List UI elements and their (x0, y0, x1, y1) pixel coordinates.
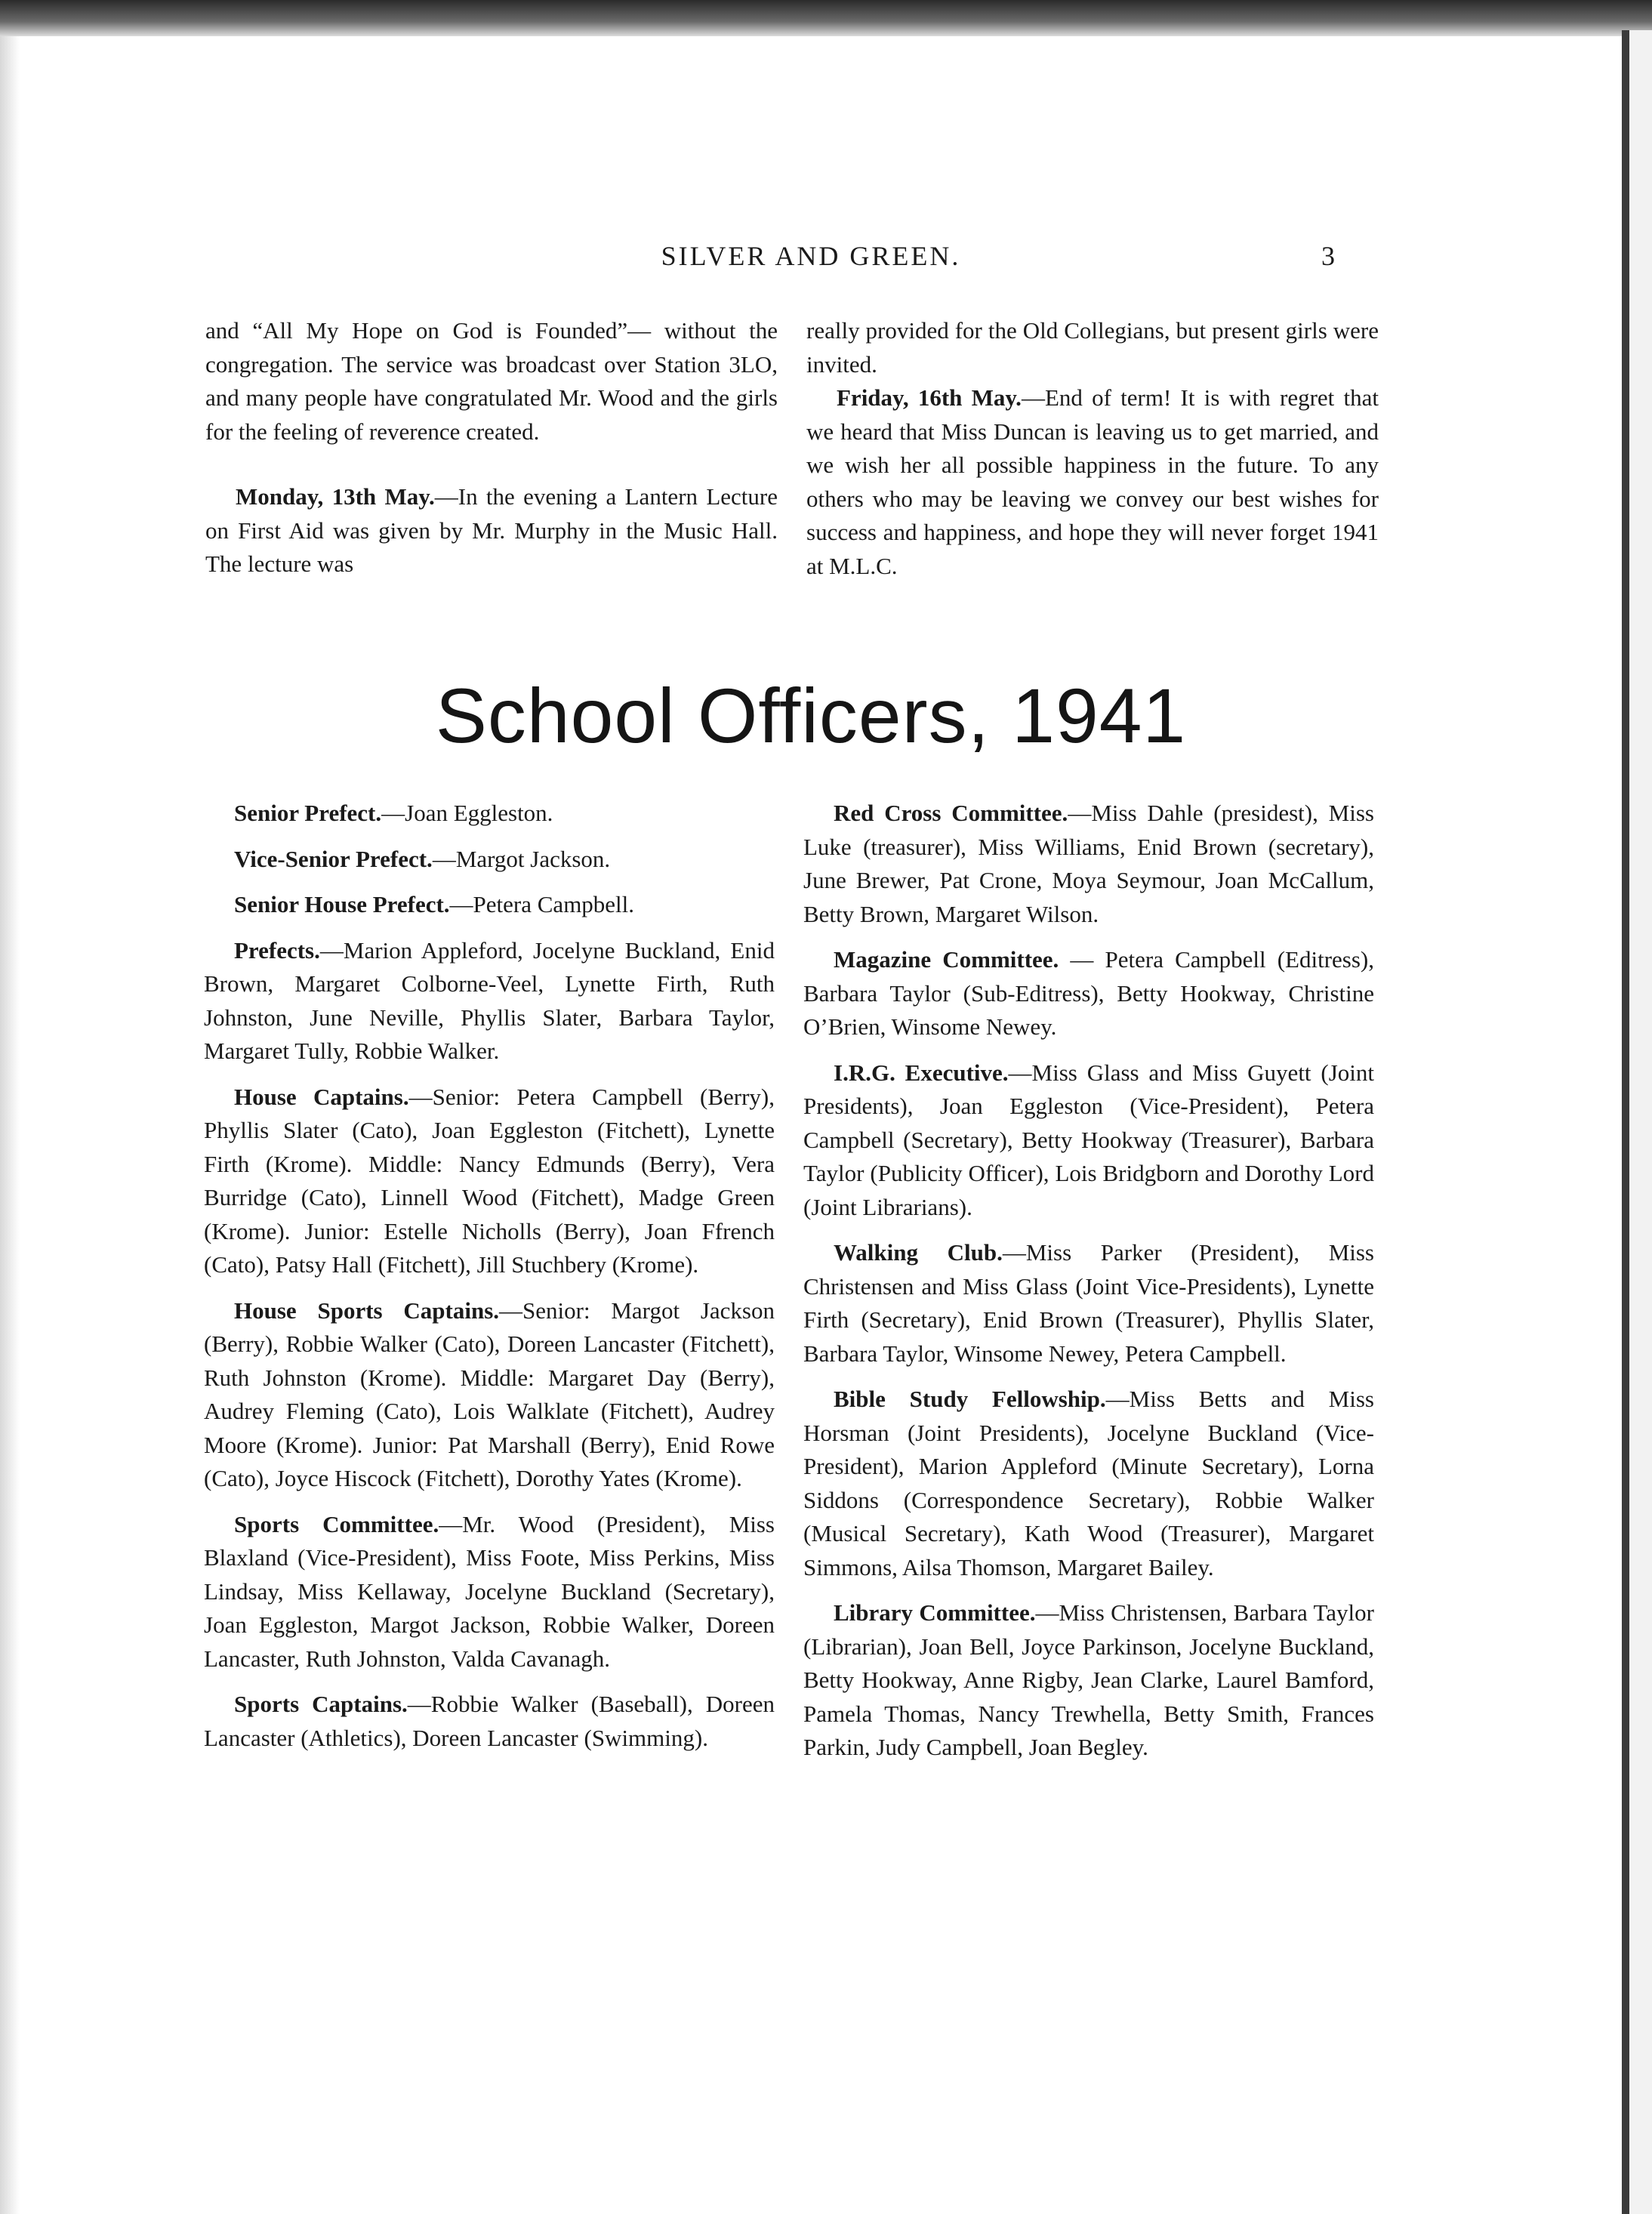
entry-date: Friday, 16th May. (837, 384, 1022, 411)
officer-entry-magazine-committee: Magazine Committee. — Petera Campbell (Editress), Barbara Taylor (Sub-Editress), Betty Hookway, Christine O’Brien, Winsome Newey. (803, 946, 1374, 1040)
chronicle-column-left (205, 314, 778, 581)
officer-entry-prefects: Prefects.—Marion Appleford, Jocelyne Buckland, Enid Brown, Margaret Colborne-Veel, Lynette Firth, Ruth Johnston, June Neville, Phyllis Slater, Barbara Taylor, Margaret Tully, Robbie Walker. (204, 936, 775, 1064)
officer-entry-sports-committee: Sports Committee.—Mr. Wood (President), Miss Blaxland (Vice-President), Miss Foote, Miss Perkins, Miss Lindsay, Miss Kellaway, Jocelyne Buckland (Secretary), Joan Eggleston, Margot Jackson, Robbie Walker, Doreen Lancaster, Ruth Johnston, Valda Cavanagh. (204, 1510, 775, 1672)
officer-entry-bible-study-fellowship: Bible Study Fellowship.—Miss Betts and Miss Horsman (Joint Presidents), Jocelyne Buckland (Vice-President), Marion Appleford (Minute Secretary), Lorna Siddons (Correspondence Secretary), Robbie Walker (Musical Secretary), Kath Wood (Treasurer), Margaret Simmons, Ailsa Thomson, Margaret Bailey. (803, 1386, 1374, 1580)
chronicle-paragraph: and “All My Hope on God is Founded”— without the congregation. The service was broadcast over Station 3LO, and many people have congratulated Mr. Wood and the girls for the feeling of reverence created. (205, 317, 778, 445)
officer-entry-library-committee: Library Committee.—Miss Christensen, Barbara Taylor (Librarian), Joan Bell, Joyce Parkinson, Jocelyne Buckland, Betty Hookway, Anne Rigby, Jean Clarke, Laurel Bamford, Pamela Thomas, Nancy Trewhella, Betty Smith, Frances Parkin, Judy Campbell, Joan Begley. (803, 1599, 1374, 1760)
officer-entry-red-cross-committee: Red Cross Committee.—Miss Dahle (presidest), Miss Luke (treasurer), Miss Williams, Enid Brown (secretary), June Brewer, Pat Crone, Moya Seymour, Joan McCallum, Betty Brown, Margaret Wilson. (803, 800, 1374, 927)
officer-entry-walking-club: Walking Club.—Miss Parker (President), Miss Christensen and Miss Glass (Joint Vice-Presidents), Lynette Firth (Secretary), Enid Brown (Treasurer), Phyllis Slater, Barbara Taylor, Winsome Newey, Petera Campbell. (803, 1239, 1374, 1367)
officers-column-right (803, 797, 1374, 1777)
officer-entry-house-captains: House Captains.—Senior: Petera Campbell (Berry), Phyllis Slater (Cato), Joan Eggleston (Fitchett), Lynette Firth (Krome). Middle: Nancy Edmunds (Berry), Vera Burridge (Cato), Linnell Wood (Fitchett), Madge Green (Krome). Junior: Estelle Nicholls (Berry), Joan Ffrench (Cato), Patsy Hall (Fitchett), Jill Stuchbery (Krome). (204, 1083, 775, 1278)
chronicle-entry-monday (205, 480, 778, 581)
chronicle-entry-friday (806, 381, 1379, 583)
officer-entry-vice-senior-prefect: Vice-Senior Prefect.—Margot Jackson. (234, 845, 611, 872)
officer-entry-irg-executive: I.R.G. Executive.—Miss Glass and Miss Guyett (Joint Presidents), Joan Eggleston (Vice-President), Petera Campbell (Secretary), Betty Hookway (Treasurer), Barbara Taylor (Publicity Officer), Lois Bridgborn and Dorothy Lord (Joint Librarians). (803, 1059, 1374, 1220)
officer-entry-senior-prefect: Senior Prefect.—Joan Eggleston. (234, 800, 553, 826)
entry-text: —In the evening a Lantern Lecture on First Aid was given by Mr. Murphy in the Music Hall. The lecture was (205, 483, 778, 577)
page-number: 3 (1321, 241, 1335, 271)
scan-right-margin (1629, 30, 1652, 2214)
section-title: School Officers, 1941 (435, 673, 1187, 759)
chronicle-column-right (806, 314, 1379, 583)
entry-text: —End of term! It is with regret that we heard that Miss Duncan is leaving us to get married, and we wish her all possible happiness in the future. To any others who may be leaving we convey our best wishes for success and happiness, and hope they will never forget 1941 at M.L.C. (806, 384, 1379, 579)
entry-date: Monday, 13th May. (236, 483, 435, 510)
chronicle-paragraph: really provided for the Old Collegians, but present girls were invited. (806, 317, 1379, 378)
running-title: SILVER AND GREEN. (661, 241, 961, 271)
officer-entry-house-sports-captains: House Sports Captains.—Senior: Margot Jackson (Berry), Robbie Walker (Cato), Doreen Lancaster (Fitchett), Ruth Johnston (Krome). Middle: Margaret Day (Berry), Audrey Fleming (Cato), Lois Walklate (Fitchett), Audrey Moore (Krome). Junior: Pat Marshall (Berry), Enid Rowe (Cato), Joyce Hiscock (Fitchett), Dorothy Yates (Krome). (204, 1297, 775, 1491)
officer-entry-sports-captains: Sports Captains.—Robbie Walker (Baseball), Doreen Lancaster (Athletics), Doreen Lancaster (Swimming). (204, 1691, 775, 1751)
officer-entry-senior-house-prefect: Senior House Prefect.—Petera Campbell. (234, 891, 635, 917)
page-right-edge (1622, 30, 1629, 2214)
officers-column-left (204, 797, 775, 1767)
